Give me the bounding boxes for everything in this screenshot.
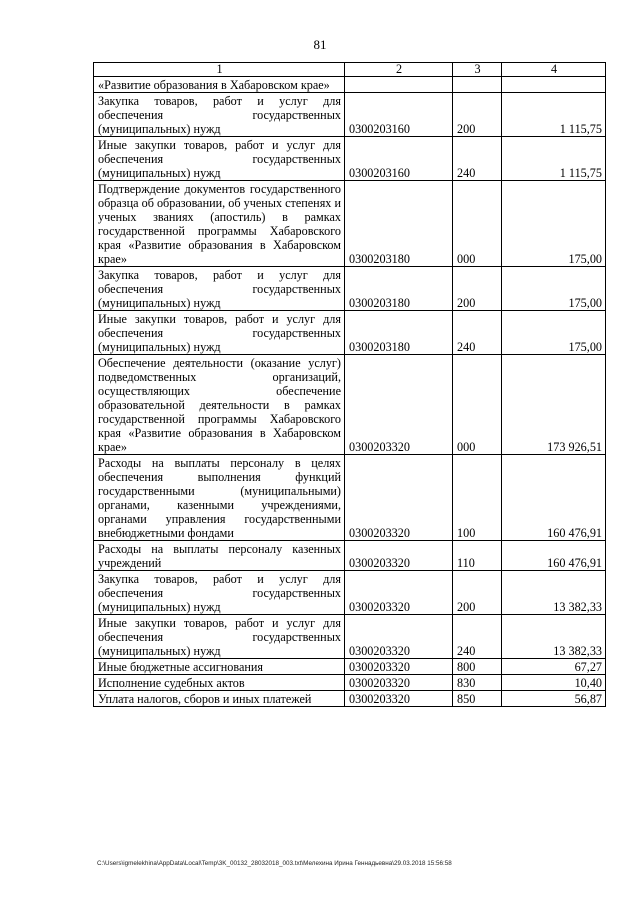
row-name-cell: Расходы на выплаты персоналу в целях обеспечения выполнения функций государственными (муниципальными) органами, казенными учреждениями, органами управления государственными внебюджетными фондами	[94, 455, 345, 541]
row-vr-cell: 200	[453, 267, 502, 311]
row-vr-cell: 100	[453, 455, 502, 541]
column-header: 1	[94, 63, 345, 77]
row-code-cell: 0300203320	[345, 355, 453, 455]
row-name-cell: Закупка товаров, работ и услуг для обеспечения государственных (муниципальных) нужд	[94, 267, 345, 311]
row-amount-cell: 175,00	[502, 181, 606, 267]
table-row	[94, 181, 606, 267]
table-row	[94, 267, 606, 311]
row-vr-cell: 240	[453, 311, 502, 355]
table-row	[94, 571, 606, 615]
row-code-cell: 0300203320	[345, 675, 453, 691]
row-code-cell: 0300203320	[345, 571, 453, 615]
table-row	[94, 77, 606, 93]
row-name-cell: Подтверждение документов государственного образца об образовании, об ученых степенях и ученых званиях (апостиль) в рамках государственной программы Хабаровского края «Развитие образования в Хабаровском крае»	[94, 181, 345, 267]
row-amount-cell: 1 115,75	[502, 137, 606, 181]
row-vr-cell	[453, 77, 502, 93]
row-name-cell: Иные закупки товаров, работ и услуг для обеспечения государственных (муниципальных) нужд	[94, 311, 345, 355]
table-header-row	[94, 63, 606, 77]
row-code-cell: 0300203160	[345, 137, 453, 181]
row-amount-cell: 10,40	[502, 675, 606, 691]
row-code-cell: 0300203320	[345, 541, 453, 571]
row-amount-cell	[502, 77, 606, 93]
table-row	[94, 93, 606, 137]
row-code-cell: 0300203320	[345, 615, 453, 659]
row-code-cell: 0300203180	[345, 311, 453, 355]
row-name-cell: Иные закупки товаров, работ и услуг для обеспечения государственных (муниципальных) нужд	[94, 137, 345, 181]
row-name-cell: Расходы на выплаты персоналу казенных учреждений	[94, 541, 345, 571]
row-amount-cell: 175,00	[502, 311, 606, 355]
row-code-cell: 0300203180	[345, 267, 453, 311]
table-row	[94, 455, 606, 541]
row-name-cell: Уплата налогов, сборов и иных платежей	[94, 691, 345, 707]
table-row	[94, 311, 606, 355]
table-row	[94, 137, 606, 181]
row-vr-cell: 000	[453, 181, 502, 267]
row-vr-cell: 240	[453, 615, 502, 659]
table-row	[94, 659, 606, 675]
row-amount-cell: 1 115,75	[502, 93, 606, 137]
row-name-cell: Закупка товаров, работ и услуг для обеспечения государственных (муниципальных) нужд	[94, 93, 345, 137]
row-vr-cell: 800	[453, 659, 502, 675]
row-vr-cell: 830	[453, 675, 502, 691]
row-name-cell: Обеспечение деятельности (оказание услуг) подведомственных организаций, осуществляющих обеспечение образовательной деятельности в рамках государственной программы Хабаровского края «Развитие образования в Хабаровском крае»	[94, 355, 345, 455]
row-amount-cell: 173 926,51	[502, 355, 606, 455]
row-code-cell: 0300203320	[345, 455, 453, 541]
row-code-cell: 0300203320	[345, 691, 453, 707]
row-name-cell: Иные закупки товаров, работ и услуг для обеспечения государственных (муниципальных) нужд	[94, 615, 345, 659]
row-vr-cell: 240	[453, 137, 502, 181]
row-code-cell: 0300203160	[345, 93, 453, 137]
row-amount-cell: 175,00	[502, 267, 606, 311]
table-row	[94, 691, 606, 707]
row-vr-cell: 110	[453, 541, 502, 571]
row-amount-cell: 160 476,91	[502, 541, 606, 571]
table-row	[94, 675, 606, 691]
budget-table	[93, 62, 606, 707]
row-name-cell: «Развитие образования в Хабаровском крае»	[94, 77, 345, 93]
row-amount-cell: 160 476,91	[502, 455, 606, 541]
row-code-cell	[345, 77, 453, 93]
row-name-cell: Иные бюджетные ассигнования	[94, 659, 345, 675]
file-path-footer: C:\Users\igmelekhina\AppData\Local\Temp\3K_00132_28032018_003.txt\Мелехина Ирина Геннадьевна\29.03.2018 15:56:58	[97, 860, 452, 867]
row-name-cell: Закупка товаров, работ и услуг для обеспечения государственных (муниципальных) нужд	[94, 571, 345, 615]
column-header: 3	[453, 63, 502, 77]
row-amount-cell: 13 382,33	[502, 571, 606, 615]
table-row	[94, 355, 606, 455]
row-vr-cell: 200	[453, 93, 502, 137]
table-body	[94, 77, 606, 707]
row-vr-cell: 000	[453, 355, 502, 455]
row-code-cell: 0300203320	[345, 659, 453, 675]
row-amount-cell: 13 382,33	[502, 615, 606, 659]
row-amount-cell: 56,87	[502, 691, 606, 707]
row-vr-cell: 200	[453, 571, 502, 615]
row-amount-cell: 67,27	[502, 659, 606, 675]
table-row	[94, 615, 606, 659]
table-row	[94, 541, 606, 571]
row-code-cell: 0300203180	[345, 181, 453, 267]
row-vr-cell: 850	[453, 691, 502, 707]
row-name-cell: Исполнение судебных актов	[94, 675, 345, 691]
page-number: 81	[313, 37, 327, 52]
column-header: 2	[345, 63, 453, 77]
column-header: 4	[502, 63, 606, 77]
